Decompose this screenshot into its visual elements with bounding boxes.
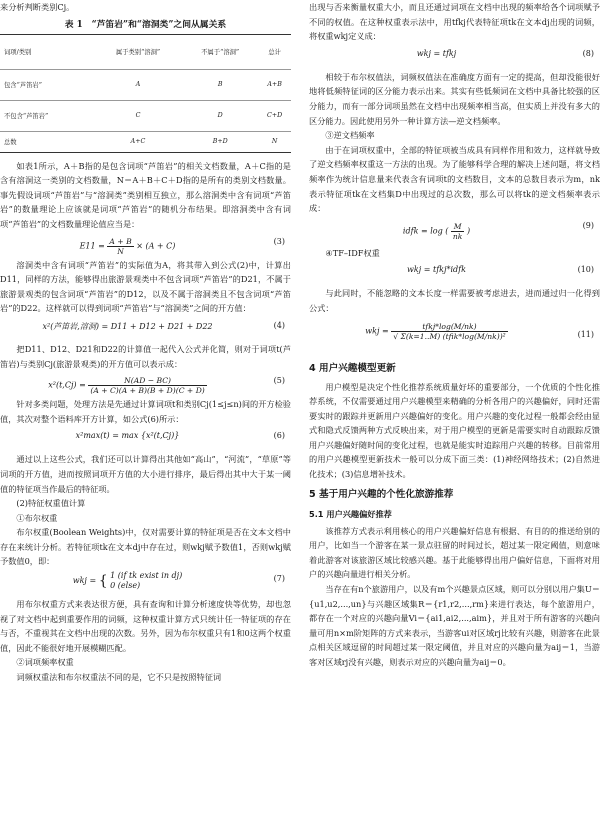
paragraph: 与此同时，不能忽略的文本长度一样需要被考虑进去，进而通过归一化得到公式：: [309, 288, 600, 313]
subsection-heading: 5.1 用户兴趣偏好推荐: [309, 508, 392, 519]
paragraph: 通过以上这些公式，我们还可以计算得出其他如“高山”，“河流”，“草原”等词项的开方值，进而按照词项开方值的大小进行排序，最后得出其中大于某一阈值的特征项当作最后的特征项。: [0, 454, 291, 494]
paragraph: 如表1所示，A＋B指的是包含词项“芦笛岩”的相关文档数量，A＋C指的是含有溶洞这一类别的文档数量，N＝A＋B＋C＋D指的是所有的类别文档数量。事先假设词项“芦笛岩”与“溶洞类”类别相互独立，那么溶洞类中含有词项“芦笛岩”的数量理论上应该就是词项“芦笛岩”的随机分布结果。即溶洞类中含有词项“芦笛岩”的文档数量理论值应当是：: [0, 160, 291, 229]
denominator: (A + C)(A + B)(B + D)(C + D): [90, 386, 205, 396]
table-cell: A+C: [94, 131, 182, 152]
equation-number: (7): [273, 574, 285, 584]
equation-body: wkj = tfkj*idfk: [407, 265, 466, 275]
equation-5: [0, 371, 291, 397]
equation-lhs: E11 =: [79, 241, 105, 251]
paragraph: 把D11、D12、D21和D22的计算值一起代入公式并化简，则对于词项t(芦笛岩)与类别Cj(旅游景观类)的开方值可以表示成：: [0, 343, 291, 369]
equation-6: [0, 426, 291, 452]
paragraph: 相较于布尔权值法，词频权值法在准确度方面有一定的提高，但却没能很好地将低频特征词的区分能力表示出来。其实有些低频词在文档中具备比较强的区分能力，而有一部分词项虽然在文档中出现频率相当高，但实质上并没有多大的区分能力。因此使用另外一种计算方法—逆文档频率。: [309, 71, 600, 126]
equation-number: (6): [273, 431, 285, 441]
subheading: ③逆文档频率: [325, 130, 375, 141]
cases: [110, 571, 182, 591]
paragraph: 溶洞类中含有词项“芦笛岩”的实际值为A，将其带入到公式(2)中，计算出D11，同样的方法，能够得出旅游景观类中不包含词项“芦笛岩”的D21，不属于旅游景观类的包含词项“芦笛岩”的D12，以及不属于溶洞类且不包含词项“芦笛岩”的D22。这样就可以得到词项“芦笛岩”与“溶洞类”之间的开方值：: [0, 259, 291, 314]
equation-9: [309, 216, 600, 246]
case: 0 (else): [110, 581, 141, 591]
section-heading: 5 基于用户兴趣的个性化旅游推荐: [309, 488, 454, 500]
table-cell: A+B: [258, 69, 291, 100]
paragraph: 用布尔权重方式来表达很方便，具有查询和计算分析速度快等优势，却也忽视了对文档中起到重要作用的词频，这种权重计算方式只统计任一特征项的存在与否，不重视其在文档中出现的次数。另外，因为布尔权重只有1和0这两个权重值，因此不能很好地开展模糊匹配。: [0, 599, 291, 653]
fraction: [451, 222, 465, 241]
table-cell: B: [182, 69, 258, 100]
equation-lhs: wkj =: [72, 576, 97, 586]
numerator: M: [451, 222, 465, 232]
subheading: ②词项频率权重: [16, 657, 74, 668]
table-cell: B+D: [182, 131, 258, 152]
equation-4: [0, 316, 291, 342]
paragraph: 当存在有n个旅游用户，以及有m个兴趣景点区域，则可以分别以用户集U＝{u1,u2,...,un}与兴趣区域集R＝{r1,r2,...,rm}来进行表达，每个旅游用户，都存在一个对应的兴趣向量Vi＝{ai1,ai2,...,aim}，并且对于所有游客的兴趣向量可用n×m阶矩阵的方式来表示，当游客ui对区域rj比较有兴趣，则游客在此景点相关区域逗留的时间超过某一限定阈值，并且对应的兴趣向量为aij＝1，当游客对区域rj没有兴趣，则表示对应的兴趣向量为aij＝0。: [309, 584, 600, 667]
subheading: ①布尔权重: [16, 512, 58, 523]
paragraph: 布尔权重(Boolean Weights)中，仅对需要计算的特征项是否在文本文档中存在来统计分析。若特征项tk在文本dj中存在过，则wkj赋予数值1，否则wkj赋予数值0，即：: [0, 527, 291, 567]
denominator: √ Σ(k=1..M) (tfik*log(M/nk))²: [393, 331, 506, 341]
equation-body: wkj = tfkj: [416, 48, 457, 58]
equation-number: (8): [582, 48, 594, 58]
equation-rhs: ): [466, 226, 471, 236]
equation-rhs: × (A + C): [136, 241, 176, 251]
paragraph: 词频权重法和布尔权重法不同的是，它不只是按照特征词: [16, 672, 222, 683]
equation-8: [309, 44, 600, 70]
paragraph: 出现与否来衡量权重大小，而且还通过词项在文档中出现的频率给各个词项赋予不同的权值。在这种权重表示法中，用tfkj代表特征项tk在文本dj出现的词频，将权重wkj定义成：: [309, 2, 600, 42]
table-caption: 表 1 “芦笛岩”和“溶洞类”之间从属关系: [64, 19, 227, 30]
table-cell: 不包含“芦笛岩”: [0, 100, 94, 131]
table-header-row: [0, 34, 291, 69]
table-cell: N: [258, 131, 291, 152]
table-header-cell: 不属于“溶洞”: [182, 34, 258, 69]
table-header-cell: 词项/类别: [0, 34, 94, 69]
equation-number: (9): [582, 220, 594, 230]
brace: {: [98, 573, 108, 590]
right-column: [309, 0, 600, 670]
numerator: A + B: [109, 236, 132, 246]
equation-11: [309, 316, 600, 356]
fraction: [391, 322, 507, 341]
paragraph: 该推荐方式表示利用核心的用户兴趣偏好信息有根据、有目的的推送给别的用户，比如当一个游客在某一景点驻留的时间过长，超过某一限定阈值，则意味着此游客对该旅游区域比较感兴趣。基于此能够得出用户偏好信息，下面将对用户的兴趣向量进行相关分析。: [309, 525, 600, 580]
equation-3: [0, 232, 291, 258]
paragraph: 来分析判断类别Cj。: [0, 2, 75, 12]
equation-7: [0, 569, 291, 597]
table-row: [0, 131, 291, 152]
equation-body: x²max(t) = max {x²(t,Cj)}: [75, 431, 180, 441]
fraction: [107, 237, 133, 256]
equation-body: x²(芦笛岩,溶洞) = D11 + D12 + D21 + D22: [42, 321, 213, 331]
table-row: [0, 100, 291, 131]
table-header-cell: 总计: [258, 34, 291, 69]
equation-number: (11): [577, 329, 594, 339]
table-cell: 包含“芦笛岩”: [0, 69, 94, 100]
case: 1 (if tk exist in dj): [110, 571, 183, 581]
table-header-cell: 属于类别“溶洞”: [94, 34, 182, 69]
table-cell: A: [94, 69, 182, 100]
subheading: (2)特征权重值计算: [16, 498, 86, 509]
equation-number: (10): [577, 265, 594, 275]
table-cell: D: [182, 100, 258, 131]
table-cell: 总数: [0, 131, 94, 152]
left-column: [0, 0, 291, 685]
section-heading: 4 用户兴趣模型更新: [309, 362, 396, 374]
denominator: nk: [452, 231, 463, 241]
table-row: [0, 69, 291, 100]
table-cell: C+D: [258, 100, 291, 131]
table-cell: C: [94, 100, 182, 131]
paragraph: 用户模型是决定个性化推荐系统质量好坏的重要部分，一个优质的个性化推荐系统，不仅需要通过用户兴趣模型来精确的分析各用户的兴趣偏好，同时还需要实时的跟踪并更新用户兴趣偏好的变化。用户兴趣的变化过程一般都会经由显式和隐式反馈两种方式反映出来，对于用户模型的更新是需要实时自动跟踪反馈用户兴趣偏好随时间的变化过程，也就是能实时追踪用户兴趣的转移。目前常用的用户兴趣模型更新技术一般可以分成下面三类：(1)神经网络技术；(2)自然进化技术；(3)信息增补技术。: [309, 381, 600, 480]
equation-10: [309, 260, 600, 286]
fraction: [88, 376, 206, 395]
equation-lhs: idfk = log (: [402, 226, 449, 236]
equation-number: (4): [273, 320, 285, 330]
equation-lhs: wkj =: [365, 326, 389, 335]
relation-table: [0, 34, 291, 153]
equation-number: (5): [273, 376, 285, 386]
paragraph: 针对多类问题，处理方法是先通过计算词项t和类别Cj(1≤j≤n)间的开方检验值，其次对整个语料库开方计算，如公式(6)所示：: [0, 399, 291, 424]
numerator: N(AD − BC): [88, 376, 206, 386]
equation-number: (3): [273, 236, 285, 246]
equation-lhs: x²(t,Cj) =: [48, 380, 86, 390]
numerator: tfkj*log(M/nk): [391, 322, 507, 332]
paragraph: 由于在词项权重中，全部的特征项被当成具有同样作用和效力，这样就导致了逆文档频率权重这一方法的出现。为了能够科学合理的解决上述问题，将文档频率作为统计信息量来代表含有词项t的文档数目，文本的总数目表示为m，nk表示特征项tk在文档集D中出现过的总次数，那么可以将tk的逆文档频率表示成：: [309, 144, 600, 214]
denominator: N: [117, 246, 124, 256]
subheading: ④TF–IDF权重: [325, 247, 380, 258]
